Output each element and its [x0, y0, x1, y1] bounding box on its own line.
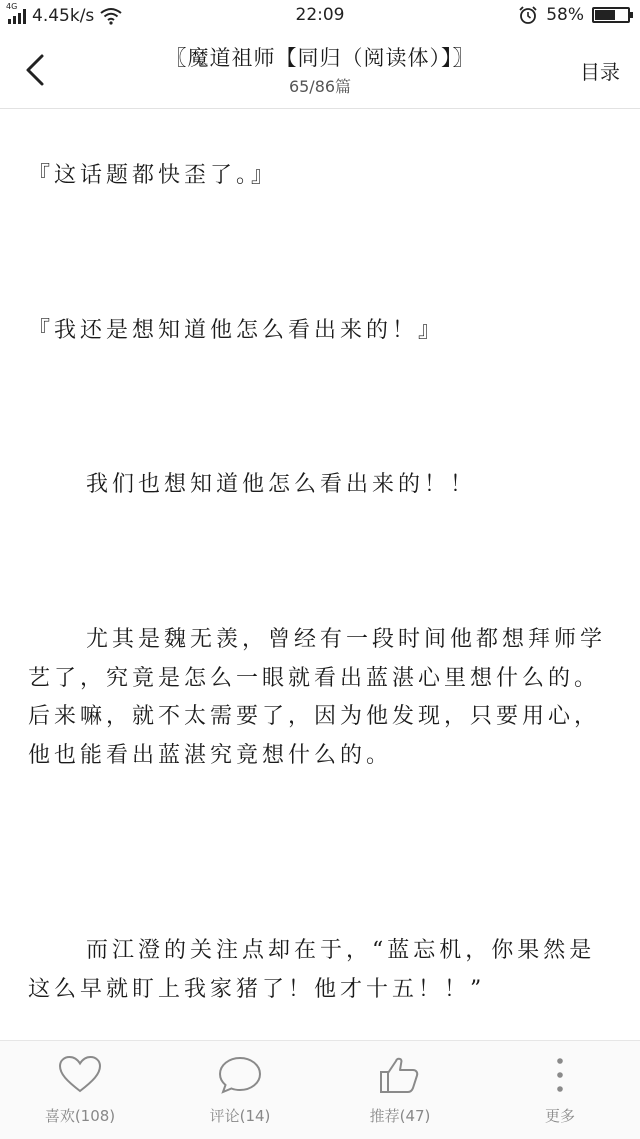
more-button[interactable] [500, 1055, 620, 1126]
heart-icon [57, 1055, 103, 1095]
comment-button[interactable] [180, 1055, 300, 1126]
table-of-contents-button[interactable]: 目录 [580, 60, 620, 84]
status-right [518, 5, 630, 25]
like-button[interactable] [20, 1055, 140, 1126]
thumbs-up-icon [377, 1055, 423, 1095]
paragraph: 尤其是魏无羡，曾经有一段时间他都想拜师学艺了，究竟是怎么一眼就看出蓝湛心里想什么的。后来嘛，就不太需要了，因为他发现，只要用心，他也能看出蓝湛究竟想什么的。 [28, 627, 607, 768]
comment-label: 评论(14) [209, 1107, 271, 1125]
speech-bubble-icon [217, 1055, 263, 1095]
more-dots-icon [537, 1055, 583, 1095]
bottom-action-bar [0, 1040, 640, 1139]
reader-header [0, 32, 640, 109]
alarm-clock-icon [518, 5, 538, 25]
paragraph: 而江澄的关注点却在于，“蓝忘机，你果然是这么早就盯上我家猪了！他才十五！！” [28, 938, 596, 1002]
paragraph: 我们也想知道他怎么看出来的！！ [86, 472, 477, 497]
battery-percent: 58% [546, 5, 584, 25]
chapter-progress: 65/86篇 [288, 77, 352, 96]
battery-icon [592, 7, 630, 23]
paragraph: 『我还是想知道他怎么看出来的！』 [28, 318, 445, 343]
recommend-label: 推荐(47) [369, 1107, 431, 1125]
network-speed: 4.45k/s [32, 6, 95, 26]
status-bar [0, 0, 640, 32]
like-label: 喜欢(108) [44, 1107, 116, 1125]
network-type: 4G [6, 2, 18, 11]
paragraph: 『这话题都快歪了。』 [28, 163, 278, 188]
recommend-button[interactable] [340, 1055, 460, 1126]
reading-content [0, 109, 640, 1039]
clock: 22:09 [295, 5, 345, 25]
book-title: 〖魔道祖师【同归（阅读体）】〗 [165, 46, 475, 70]
more-label: 更多 [544, 1107, 575, 1125]
